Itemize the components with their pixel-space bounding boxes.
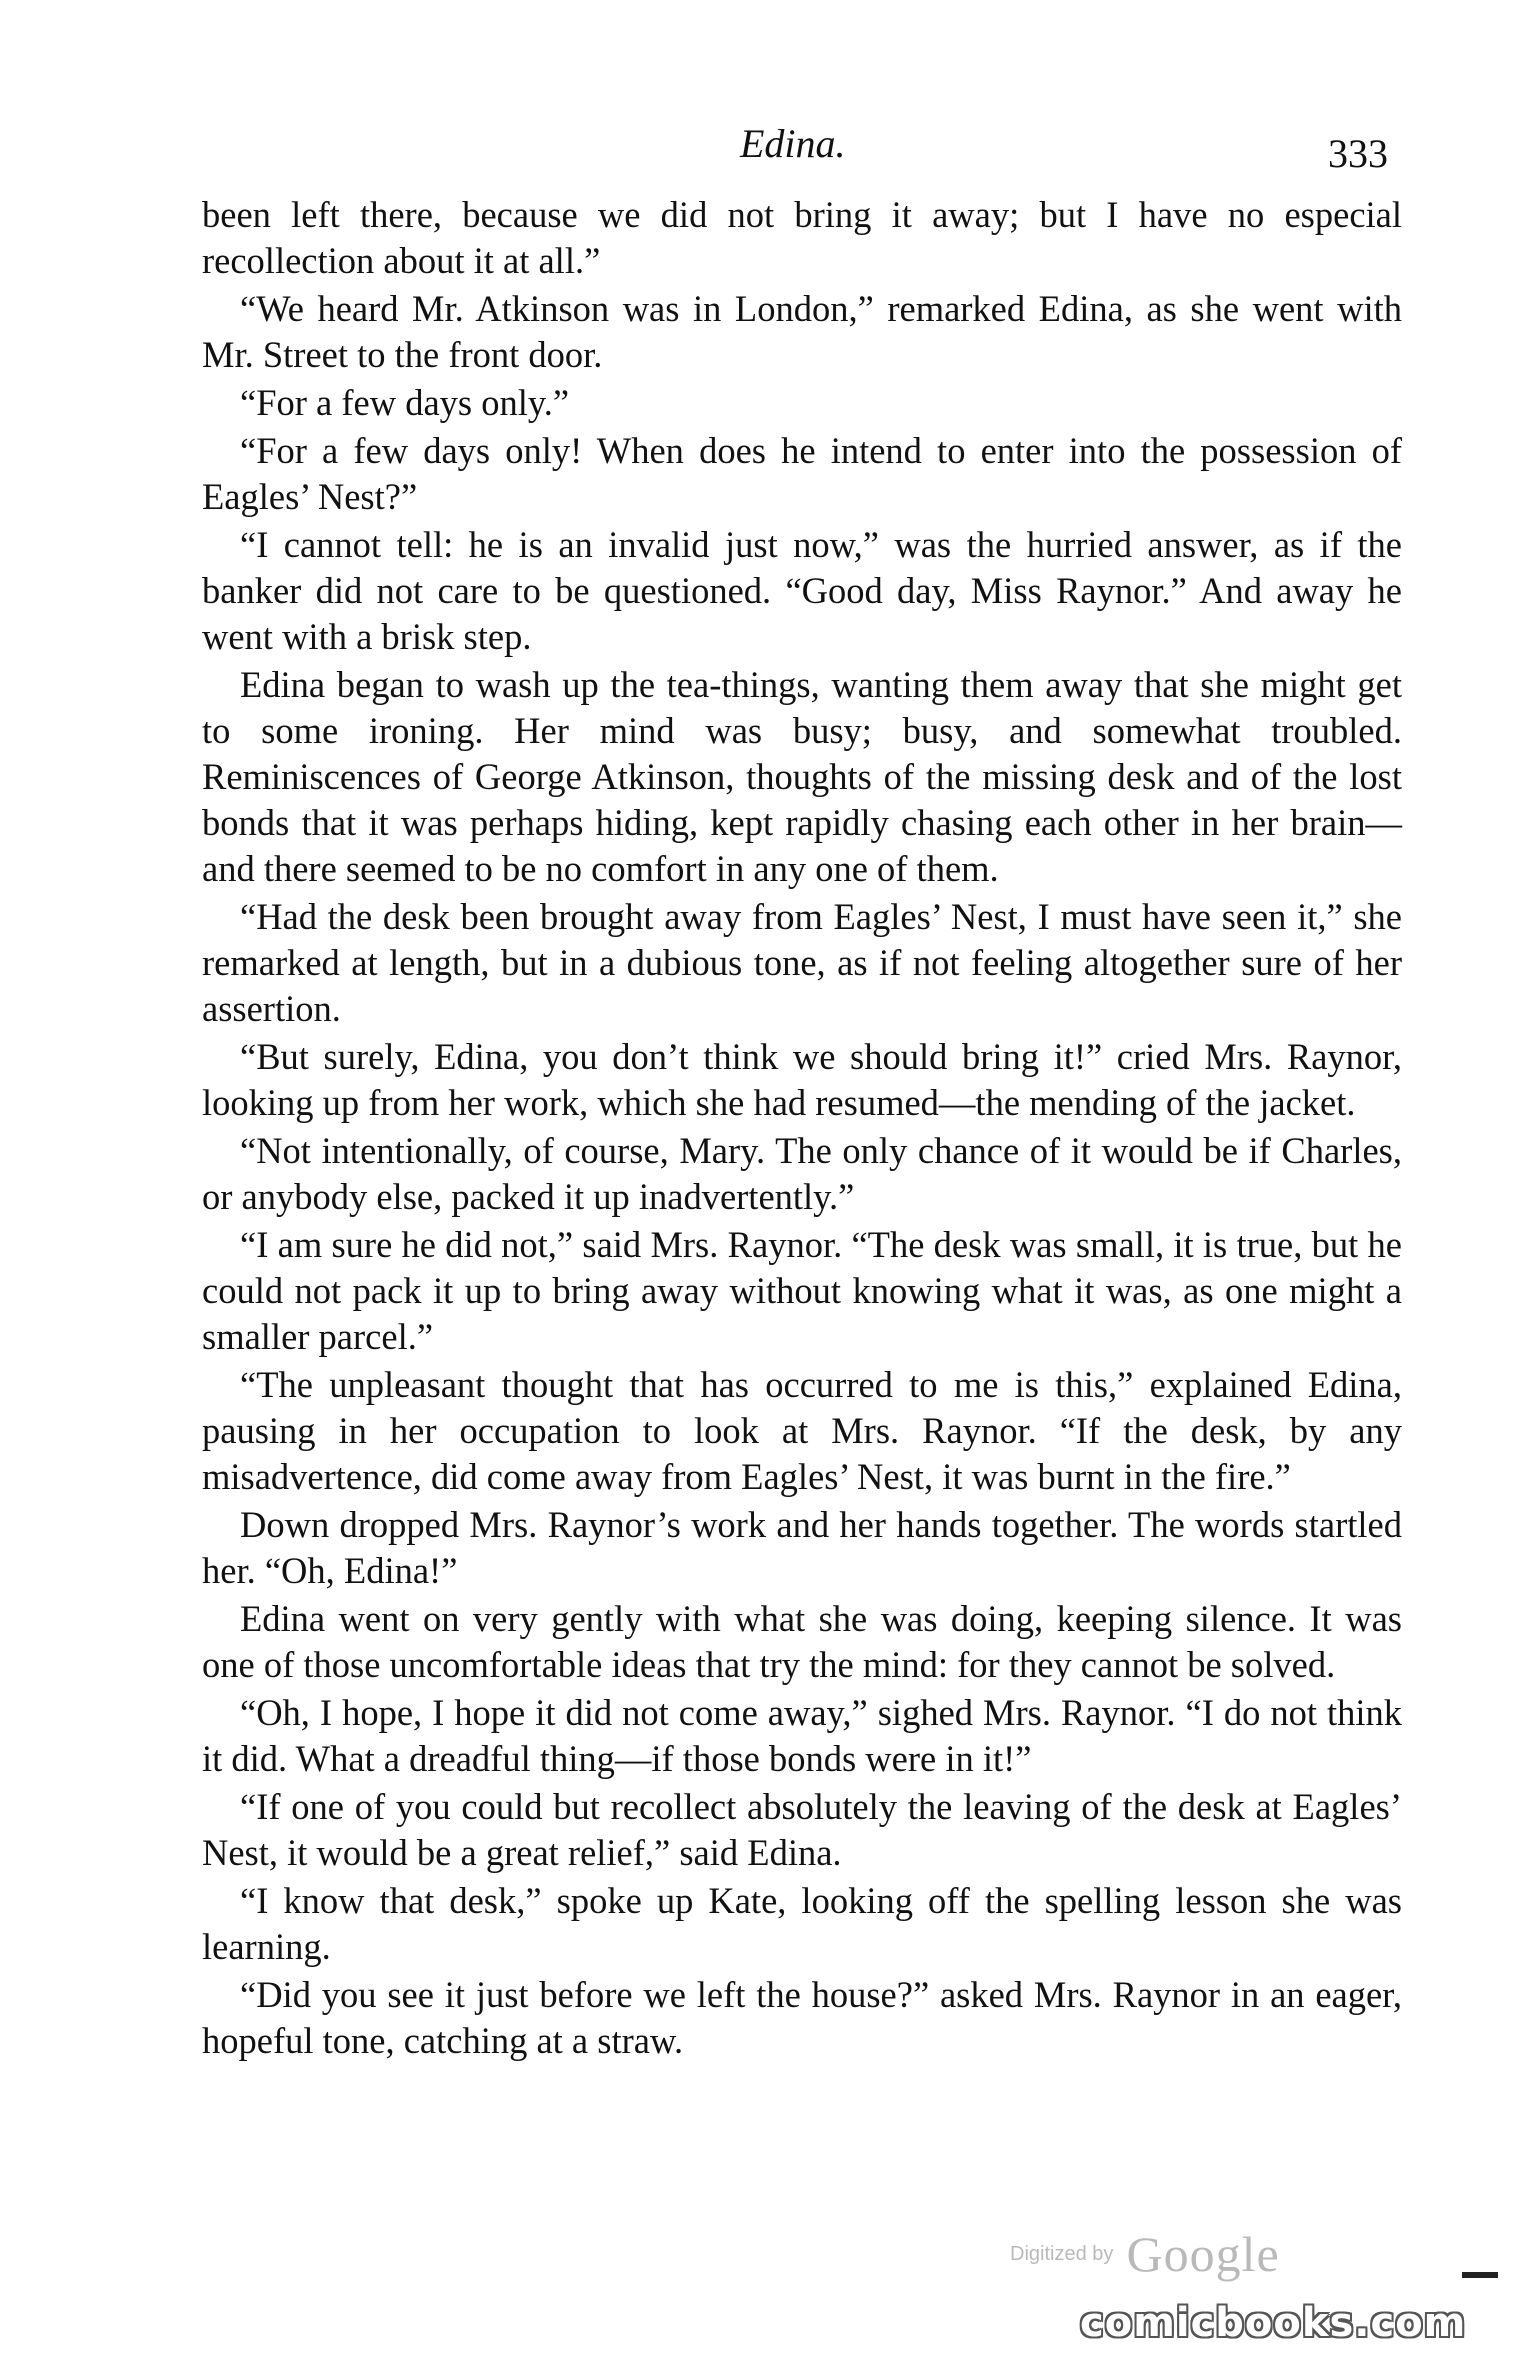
watermark-prefix: Digitized by bbox=[1010, 2242, 1114, 2265]
paragraph: “Had the desk been brought away from Eagles’ Nest, I must have seen it,” she remarked at length, but in a dubious tone, as if not feeling altogether sure of her assertion. bbox=[202, 896, 1402, 1029]
edge-mark bbox=[1462, 2272, 1498, 2278]
running-title: Edina. bbox=[740, 121, 846, 166]
paragraph: “I know that desk,” spoke up Kate, looking off the spelling lesson she was learning. bbox=[202, 1880, 1402, 1967]
paragraph: “But surely, Edina, you don’t think we should bring it!” cried Mrs. Raynor, looking up from her work, which she had resumed—the mending of the jacket. bbox=[202, 1036, 1402, 1123]
paragraph: “For a few days only! When does he intend to enter into the possession of Eagles’ Nest?” bbox=[202, 430, 1402, 517]
paragraph: “I cannot tell: he is an invalid just now,” was the hurried answer, as if the banker did not care to be questioned. “Good day, Miss Raynor.” And away he went with a brisk step. bbox=[202, 524, 1402, 657]
paragraph: “I am sure he did not,” said Mrs. Raynor. “The desk was small, it is true, but he could not pack it up to bring away without knowing what it was, as one might a smaller parcel.” bbox=[202, 1224, 1402, 1357]
paragraph: Down dropped Mrs. Raynor’s work and her hands together. The words startled her. “Oh, Edina!” bbox=[202, 1504, 1402, 1591]
paragraph: “Not intentionally, of course, Mary. The only chance of it would be if Charles, or anybody else, packed it up inadvertently.” bbox=[202, 1130, 1402, 1217]
paragraph: been left there, because we did not bring it away; but I have no especial recollection about it at all.” bbox=[202, 194, 1402, 281]
body-text bbox=[202, 192, 1402, 2066]
paragraph: Edina went on very gently with what she was doing, keeping silence. It was one of those uncomfortable ideas that try the mind: for they cannot be solved. bbox=[202, 1598, 1402, 1685]
page-number: 333 bbox=[1328, 131, 1388, 176]
digitized-watermark bbox=[1010, 2225, 1280, 2285]
google-logo: Google bbox=[1126, 2226, 1280, 2282]
paragraph: “The unpleasant thought that has occurred to me is this,” explained Edina, pausing in her occupation to look at Mrs. Raynor. “If the desk, by any misadvertence, did come away from Eagles’ Nest, it was burnt in the fire.” bbox=[202, 1364, 1402, 1497]
source-watermark: comicbooks.com bbox=[1080, 2300, 1467, 2346]
paragraph: “If one of you could but recollect absolutely the leaving of the desk at Eagles’ Nest, it would be a great relief,” said Edina. bbox=[202, 1786, 1402, 1873]
running-head bbox=[0, 120, 1520, 180]
paragraph: Edina began to wash up the tea-things, wanting them away that she might get to some ironing. Her mind was busy; busy, and somewhat troubled. Reminiscences of George Atkinson, thoughts of the missing desk and of the lost bonds that it was perhaps hiding, kept rapidly chasing each other in her brain—and there seemed to be no comfort in any one of them. bbox=[202, 664, 1402, 889]
paragraph: “For a few days only.” bbox=[240, 382, 570, 423]
paragraph: “We heard Mr. Atkinson was in London,” remarked Edina, as she went with Mr. Street to the front door. bbox=[202, 288, 1402, 375]
paragraph: “Oh, I hope, I hope it did not come away,” sighed Mrs. Raynor. “I do not think it did. What a dreadful thing—if those bonds were in it!” bbox=[202, 1692, 1402, 1779]
paragraph: “Did you see it just before we left the house?” asked Mrs. Raynor in an eager, hopeful tone, catching at a straw. bbox=[202, 1974, 1402, 2061]
